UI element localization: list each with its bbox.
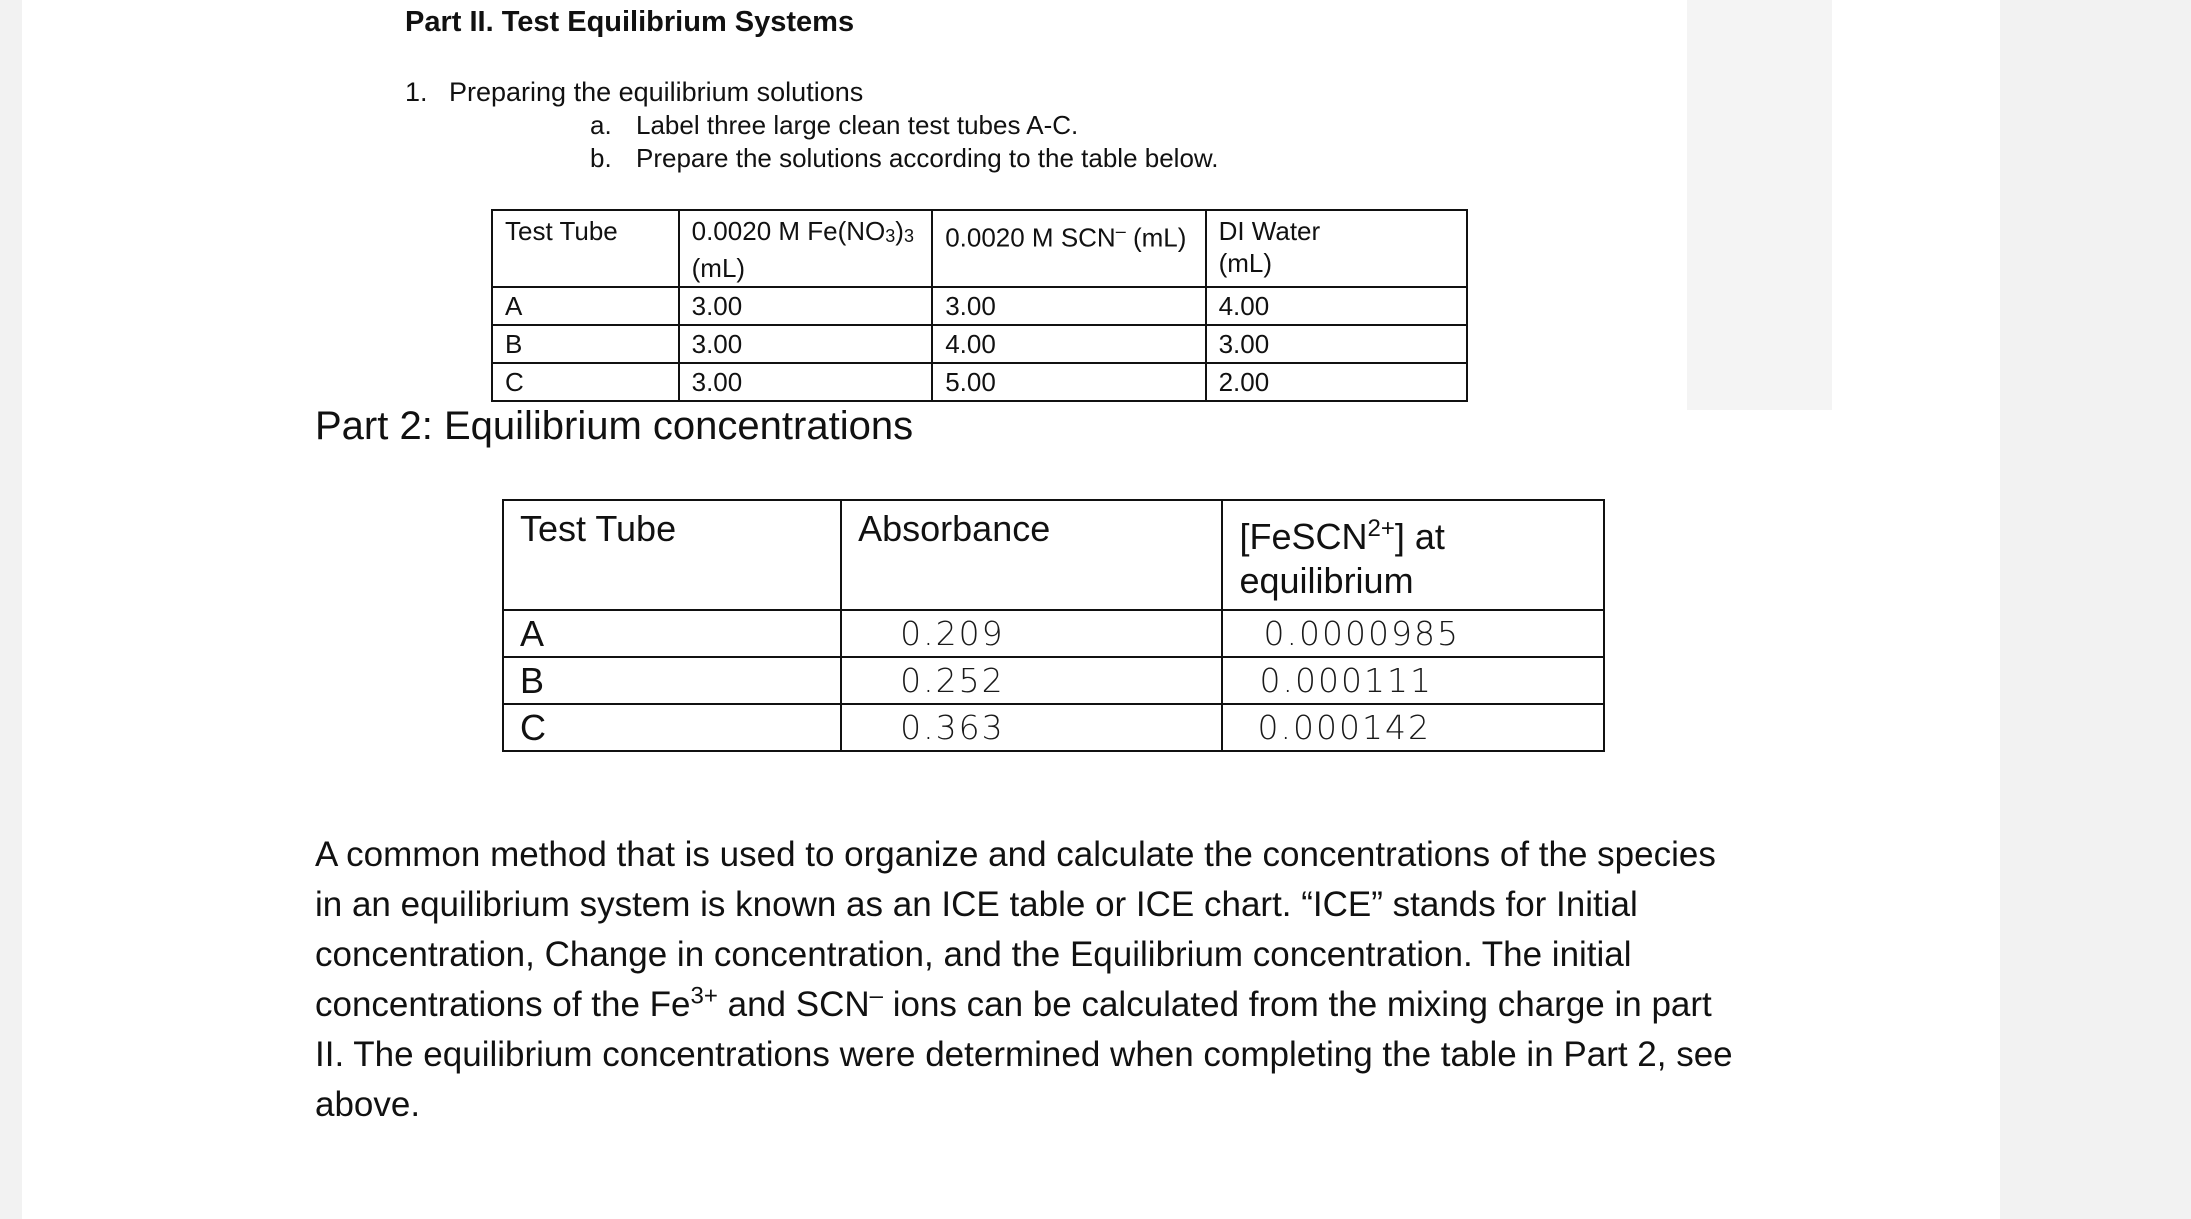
section-title-part-ii: Part II. Test Equilibrium Systems (405, 6, 855, 38)
table-header-row (503, 500, 1604, 610)
cell-tube: C (492, 363, 679, 401)
cell-tube: B (492, 325, 679, 363)
cell-water: 3.00 (1206, 325, 1467, 363)
cell-tube: A (492, 287, 679, 325)
cell-absorbance: 0.363 (841, 704, 1222, 751)
table-row (492, 363, 1467, 401)
cell-fe: 3.00 (679, 287, 933, 325)
substep-text: Label three large clean test tubes A-C. (636, 110, 1079, 140)
cell-tube: C (503, 704, 841, 751)
substep-letter: a. (590, 110, 612, 140)
substep-b (590, 143, 1219, 174)
solution-prep-table (491, 209, 1468, 402)
table-row (503, 704, 1604, 751)
header-di-water: DI Water (mL) (1206, 210, 1467, 287)
cell-scn: 5.00 (932, 363, 1205, 401)
cell-scn: 4.00 (932, 325, 1205, 363)
cell-absorbance: 0.252 (841, 657, 1222, 704)
absorbance-table (502, 499, 1605, 752)
header-fe-nitrate: 0.0020 M $Fe(NO_3)_3$ (mL) (679, 210, 933, 287)
cell-concentration: 0.0000985 (1222, 610, 1604, 657)
ice-table-paragraph: A common method that is used to organize and calculate the concentrations of the species in an equilibrium system is known as an ICE table or ICE chart. “ICE” stands for Initial concentration, Change in concentration, and the Equilibrium concentration. The initial concentrations of the $Fe^{3+}$ and SCN– ions can be calculated from the mixing charge in part II. The equilibrium concentrations were determined when completing the table in Part 2, see above. (315, 835, 1733, 1124)
header-equilibrium-concentration: [FeSCN$^{2+}$] at equilibrium (1222, 500, 1604, 610)
table-header-row (492, 210, 1467, 287)
side-panel (1687, 0, 1832, 410)
cell-absorbance: 0.209 (841, 610, 1222, 657)
table-row (492, 325, 1467, 363)
substep-letter: b. (590, 143, 612, 173)
cell-water: 2.00 (1206, 363, 1467, 401)
step-number: 1. (405, 77, 428, 107)
step-label: Preparing the equilibrium solutions (449, 77, 864, 107)
cell-fe: 3.00 (679, 325, 933, 363)
cell-tube: A (503, 610, 841, 657)
table-row (503, 657, 1604, 704)
table-row (492, 287, 1467, 325)
header-test-tube: Test Tube (503, 500, 841, 610)
cell-fe: 3.00 (679, 363, 933, 401)
table-row (503, 610, 1604, 657)
cell-concentration: 0.000142 (1222, 704, 1604, 751)
substep-a (590, 110, 1078, 141)
cell-concentration: 0.000111 (1222, 657, 1604, 704)
header-absorbance: Absorbance (841, 500, 1222, 610)
document-page (22, 0, 2000, 1219)
header-scn: 0.0020 M SCN– (mL) (932, 210, 1205, 287)
section-title-part-2: Part 2: Equilibrium concentrations (315, 404, 914, 448)
cell-water: 4.00 (1206, 287, 1467, 325)
cell-scn: 3.00 (932, 287, 1205, 325)
step-1 (405, 77, 863, 108)
substep-text: Prepare the solutions according to the table below. (636, 143, 1219, 173)
cell-tube: B (503, 657, 841, 704)
header-test-tube: Test Tube (492, 210, 679, 287)
